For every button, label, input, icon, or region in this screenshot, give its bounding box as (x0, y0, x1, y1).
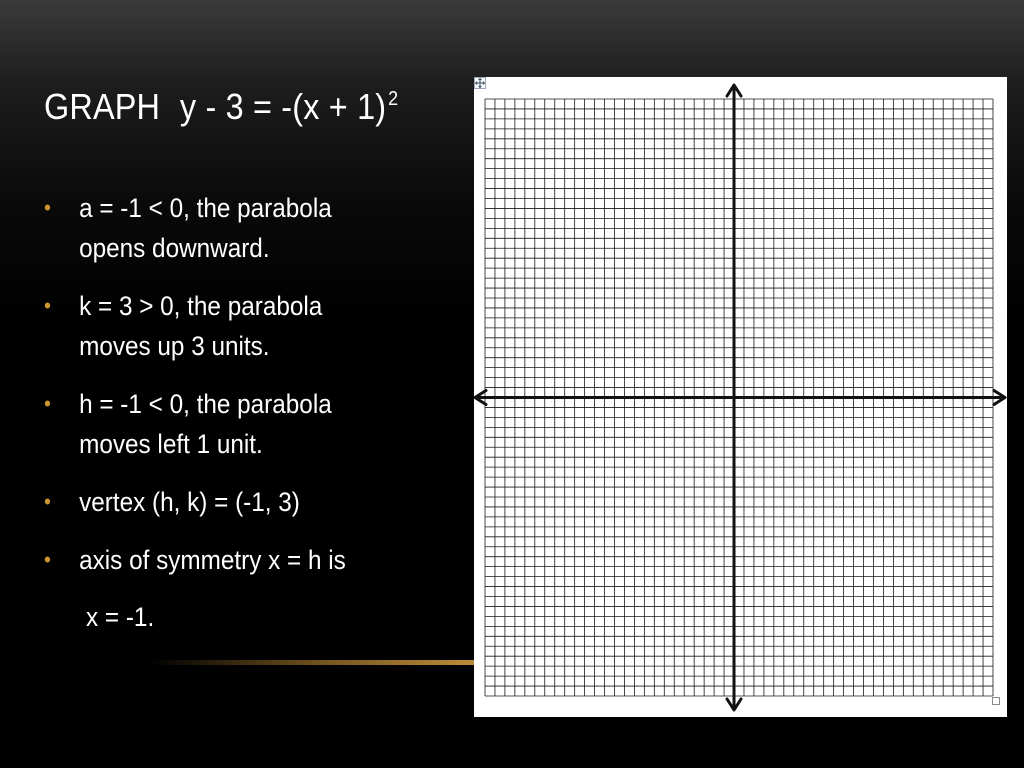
bullet-text: moves up 3 units. (79, 331, 270, 361)
bullet-text: moves left 1 unit. (79, 429, 263, 459)
graph-grid (474, 77, 1007, 717)
bullet-text: opens downward. (79, 233, 270, 263)
bullet-item (44, 540, 422, 580)
bullet-continuation: x = -1. (86, 602, 155, 632)
bullet-text: h = -1 < 0, the parabola (79, 389, 332, 419)
title-exponent: 2 (388, 88, 399, 110)
title-prefix: GRAPH (44, 86, 161, 127)
bullet-text: axis of symmetry x = h is (79, 545, 346, 575)
decorative-gold-line (150, 660, 480, 665)
slide-title (44, 86, 398, 128)
bullet-list (44, 188, 464, 598)
graph-paper[interactable] (474, 77, 1007, 717)
bullet-text: k = 3 > 0, the parabola (79, 291, 323, 321)
bullet-item (44, 188, 422, 268)
bullet-dot-icon: • (44, 489, 51, 514)
bullet-item (44, 482, 422, 522)
bullet-dot-icon: • (44, 547, 51, 572)
resize-square-icon[interactable] (992, 697, 1000, 705)
bullet-dot-icon: • (44, 293, 51, 318)
bullet-item (44, 286, 422, 366)
bullet-dot-icon: • (44, 391, 51, 416)
bullet-text: a = -1 < 0, the parabola (79, 193, 332, 223)
move-cross-icon[interactable] (474, 77, 486, 89)
bullet-text: vertex (h, k) = (-1, 3) (79, 487, 300, 517)
bullet-item (44, 384, 422, 464)
title-equation: y - 3 = -(x + 1) (179, 86, 387, 127)
bullet-dot-icon: • (44, 195, 51, 220)
